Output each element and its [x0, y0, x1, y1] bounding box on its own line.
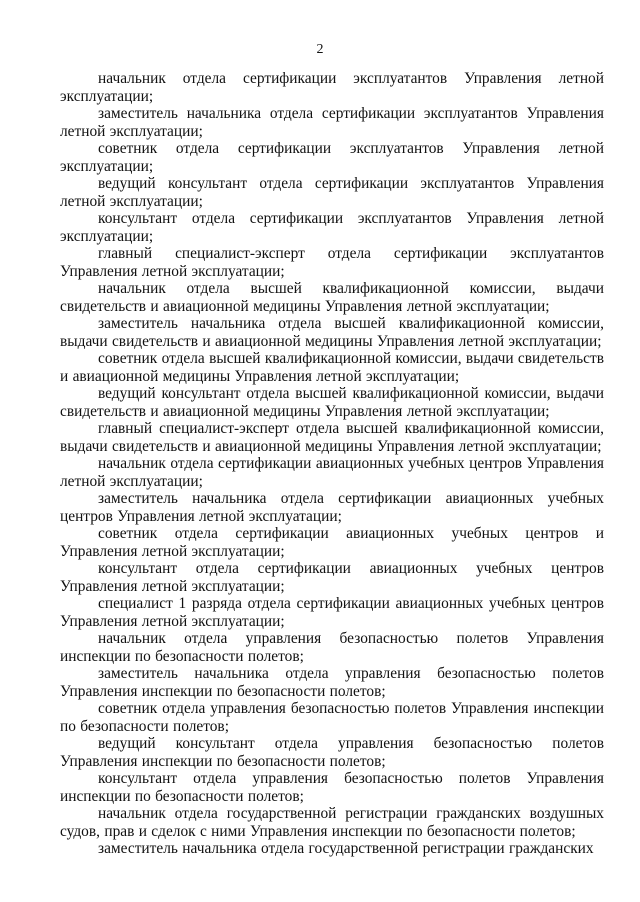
- list-item: консультант отдела сертификации авиационных учебных центров Управления летной эксплуатации;: [60, 560, 604, 595]
- list-item: начальник отдела государственной регистрации гражданских воздушных судов, прав и сделок с ними Управления инспекции по безопасности полетов;: [60, 805, 604, 840]
- list-item: начальник отдела высшей квалификационной комиссии, выдачи свидетельств и авиационной медицины Управления летной эксплуатации;: [60, 280, 604, 315]
- list-item: начальник отдела сертификации авиационных учебных центров Управления летной эксплуатации;: [60, 455, 604, 490]
- list-item: главный специалист-эксперт отдела сертификации эксплуатантов Управления летной эксплуатации;: [60, 245, 604, 280]
- list-item: заместитель начальника отдела сертификации авиационных учебных центров Управления летной эксплуатации;: [60, 490, 604, 525]
- list-item: советник отдела управления безопасностью полетов Управления инспекции по безопасности полетов;: [60, 700, 604, 735]
- list-item: советник отдела сертификации эксплуатантов Управления летной эксплуатации;: [60, 140, 604, 175]
- list-item: консультант отдела сертификации эксплуатантов Управления летной эксплуатации;: [60, 210, 604, 245]
- list-item: заместитель начальника отдела сертификации эксплуатантов Управления летной эксплуатации;: [60, 105, 604, 140]
- list-item: начальник отдела сертификации эксплуатантов Управления летной эксплуатации;: [60, 70, 604, 105]
- list-item: специалист 1 разряда отдела сертификации авиационных учебных центров Управления летной эксплуатации;: [60, 595, 604, 630]
- list-item: ведущий консультант отдела сертификации эксплуатантов Управления летной эксплуатации;: [60, 175, 604, 210]
- list-item: ведущий консультант отдела управления безопасностью полетов Управления инспекции по безопасности полетов;: [60, 735, 604, 770]
- list-item: консультант отдела управления безопасностью полетов Управления инспекции по безопасности полетов;: [60, 770, 604, 805]
- list-item: заместитель начальника отдела высшей квалификационной комиссии, выдачи свидетельств и авиационной медицины Управления летной эксплуатации;: [60, 315, 604, 350]
- list-item: главный специалист-эксперт отдела высшей квалификационной комиссии, выдачи свидетельств и авиационной медицины Управления летной эксплуатации;: [60, 420, 604, 455]
- list-item: начальник отдела управления безопасностью полетов Управления инспекции по безопасности полетов;: [60, 630, 604, 665]
- list-item: заместитель начальника отдела управления безопасностью полетов Управления инспекции по безопасности полетов;: [60, 665, 604, 700]
- list-item: советник отдела высшей квалификационной комиссии, выдачи свидетельств и авиационной медицины Управления летной эксплуатации;: [60, 350, 604, 385]
- list-item: советник отдела сертификации авиационных учебных центров и Управления летной эксплуатации;: [60, 525, 604, 560]
- page-number: 2: [316, 42, 324, 57]
- list-item: заместитель начальника отдела государственной регистрации гражданских: [98, 840, 594, 857]
- document-body: [60, 70, 604, 858]
- list-item: ведущий консультант отдела высшей квалификационной комиссии, выдачи свидетельств и авиационной медицины Управления летной эксплуатации;: [60, 385, 604, 420]
